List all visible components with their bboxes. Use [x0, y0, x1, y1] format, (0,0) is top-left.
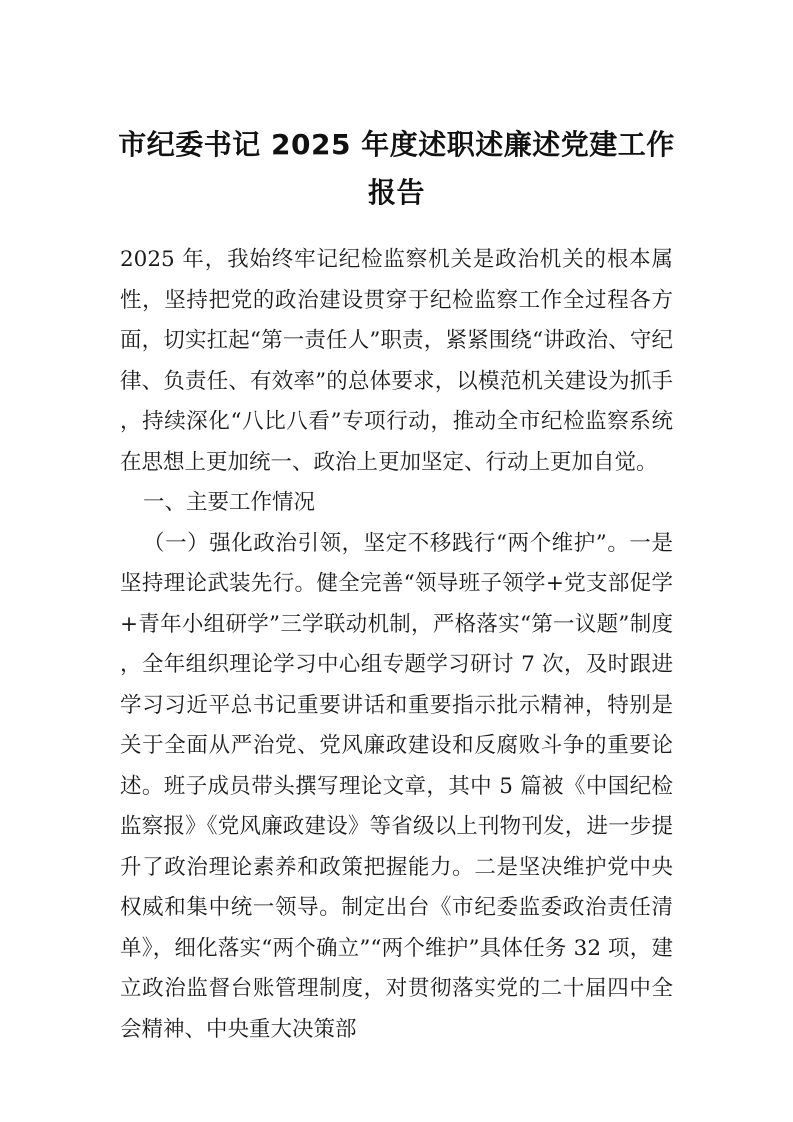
document-title [110, 121, 683, 217]
document-title-line-1: 市纪委书记 2025 年度述职述廉述党建工作 [118, 128, 675, 161]
intro-paragraph: 2025 年，我始终牢记纪检监察机关是政治机关的根本属性，坚持把党的政治建设贯穿于纪检监察工作全过程各方面，切实扛起“第一责任人”职责，紧紧围绕“讲政治、守纪律、负责任、有效率”的总体要求，以模范机关建设为抓手，持续深化“八比八看”专项行动，推动全市纪检监察系统在思想上更加统一、政治上更加坚定、行动上更加自觉。 [120, 247, 673, 475]
document-body [120, 240, 673, 1050]
subsection-paragraph-political-guidance: （一）强化政治引领，坚定不移践行“两个维护”。一是坚持理论武装先行。健全完善“领导班子领学+党支部促学+青年小组研学”三学联动机制，严格落实“第一议题”制度，全年组织理论学习中心组专题学习研讨 7 次，及时跟进学习习近平总书记重要讲话和重要指示批示精神，特别是关于全面从严治党、党风廉政建设和反腐败斗争的重要论述。班子成员带头撰写理论文章，其中 5 篇被《中国纪检监察报》《党风廉政建设》等省级以上刊物刊发，进一步提升了政治理论素养和政策把握能力。二是坚决维护党中央权威和集中统一领导。制定出台《市纪委监委政治责任清单》，细化落实“两个确立”“两个维护”具体任务 32 项，建立政治监督台账管理制度，对贯彻落实党的二十届四中全会精神、中央重大决策部 [120, 530, 673, 1042]
section-heading-main-work: 一、主要工作情况 [143, 490, 316, 515]
document-title-line-2: 报告 [367, 176, 425, 209]
